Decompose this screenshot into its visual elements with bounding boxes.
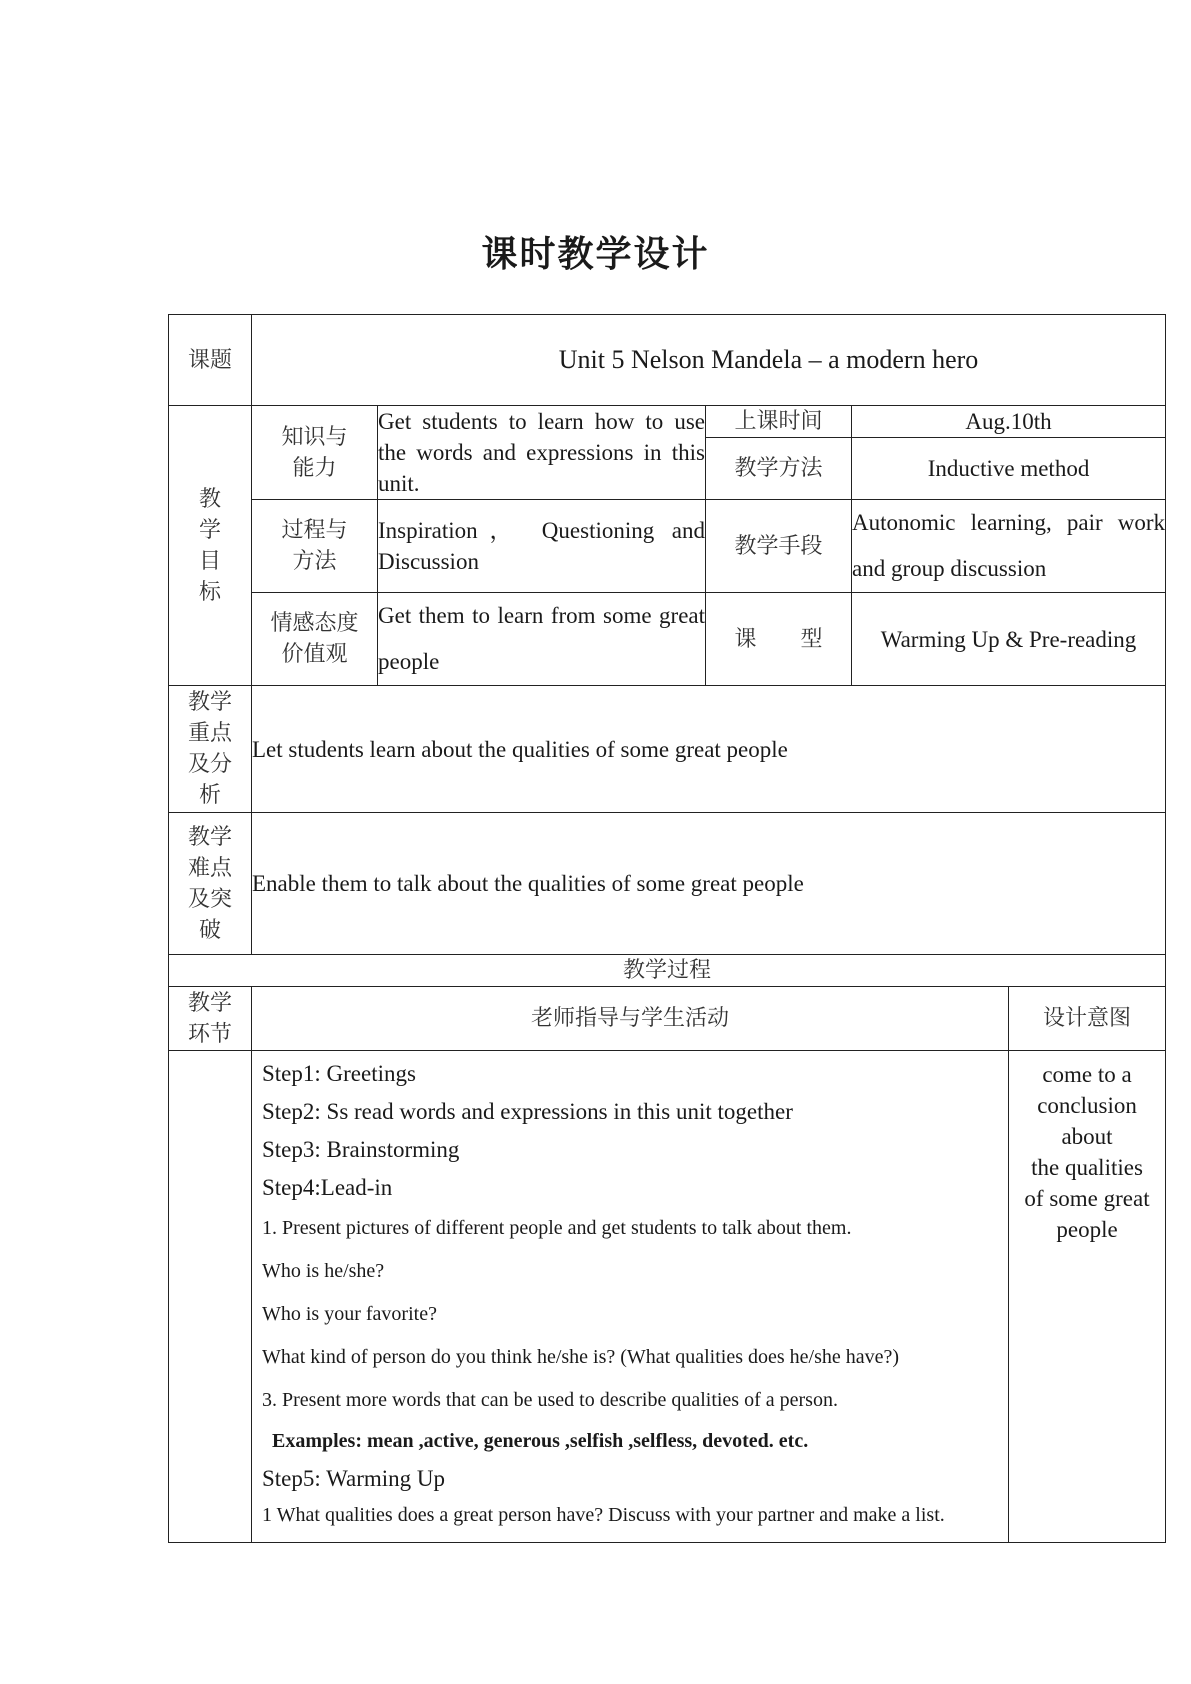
stage-cell: [169, 1051, 252, 1543]
class-time-label: 上课时间: [706, 406, 852, 438]
knowledge-text: Get students to learn how to use the words and expressions in this unit.: [378, 406, 706, 500]
type-label: 课 型: [706, 593, 852, 686]
difficulties-label: 教学 难点 及突 破: [169, 813, 252, 955]
key-points-label: 教学 重点 及分 析: [169, 686, 252, 813]
class-time-value: Aug.10th: [852, 406, 1166, 438]
goals-row-emotion: [169, 593, 1166, 686]
process-text: Inspiration， Questioning and Discussion: [378, 500, 706, 593]
stage-header: 教学 环节: [169, 987, 252, 1051]
topic-label: 课题: [169, 315, 252, 406]
intent-line: come to a: [1042, 1062, 1132, 1087]
process-label: 过程与 方法: [252, 500, 378, 593]
activities-header: 老师指导与学生活动: [252, 987, 1009, 1051]
method-value: Inductive method: [852, 438, 1166, 500]
process-title-row: [169, 955, 1166, 987]
step-4-detail-1: 1. Present pictures of different people and get students to talk about them.: [262, 1217, 852, 1239]
page-title: 课时教学设计: [481, 234, 710, 275]
goals-row-process: [169, 500, 1166, 593]
intent-line: the qualities: [1031, 1155, 1143, 1180]
step-4-detail-5: 3. Present more words that can be used to describe qualities of a person.: [262, 1389, 838, 1411]
difficulties-text: Enable them to talk about the qualities of some great people: [252, 813, 1166, 955]
steps-cell: [252, 1051, 1009, 1543]
examples-line: Examples: mean ,active, generous ,selfish ,selfless, devoted. etc.: [272, 1430, 809, 1452]
step-4: Step4:Lead-in: [262, 1175, 393, 1200]
step-2: Step2: Ss read words and expressions in this unit together: [262, 1099, 793, 1124]
goals-label: 教 学 目 标: [169, 406, 252, 686]
means-label: 教学手段: [706, 500, 852, 593]
intent-cell: [1009, 1051, 1166, 1543]
key-points-row: [169, 686, 1166, 813]
process-section-title: 教学过程: [169, 955, 1166, 987]
step-5: Step5: Warming Up: [262, 1466, 445, 1491]
key-points-text: Let students learn about the qualities of some great people: [252, 686, 1166, 813]
emotion-text: Get them to learn from some great people: [378, 593, 706, 686]
step-4-detail-2: Who is he/she?: [262, 1260, 385, 1282]
intent-header: 设计意图: [1009, 987, 1166, 1051]
knowledge-label: 知识与 能力: [252, 406, 378, 500]
emotion-label: 情感态度 价值观: [252, 593, 378, 686]
method-label: 教学方法: [706, 438, 852, 500]
step-4-detail-3: Who is your favorite?: [262, 1303, 437, 1325]
step-3: Step3: Brainstorming: [262, 1137, 460, 1162]
goals-row-knowledge-a: [169, 406, 1166, 438]
intent-line: conclusion: [1037, 1093, 1137, 1118]
lesson-plan-table: [168, 314, 1166, 1543]
process-header-row: [169, 987, 1166, 1051]
intent-line: of some great: [1024, 1186, 1150, 1211]
steps-row: [169, 1051, 1166, 1543]
means-value: Autonomic learning, pair work and group discussion: [852, 500, 1166, 593]
topic-row: [169, 315, 1166, 406]
intent-line: people: [1056, 1217, 1118, 1242]
topic-value: Unit 5 Nelson Mandela – a modern hero: [252, 315, 1166, 406]
step-1: Step1: Greetings: [262, 1061, 416, 1086]
intent-line: about: [1061, 1124, 1113, 1149]
step-5-detail-1: 1 What qualities does a great person have? Discuss with your partner and make a list.: [262, 1504, 945, 1526]
step-4-detail-4: What kind of person do you think he/she is? (What qualities does he/she have?): [262, 1346, 900, 1368]
type-value: Warming Up & Pre-reading: [852, 593, 1166, 686]
difficulties-row: [169, 813, 1166, 955]
